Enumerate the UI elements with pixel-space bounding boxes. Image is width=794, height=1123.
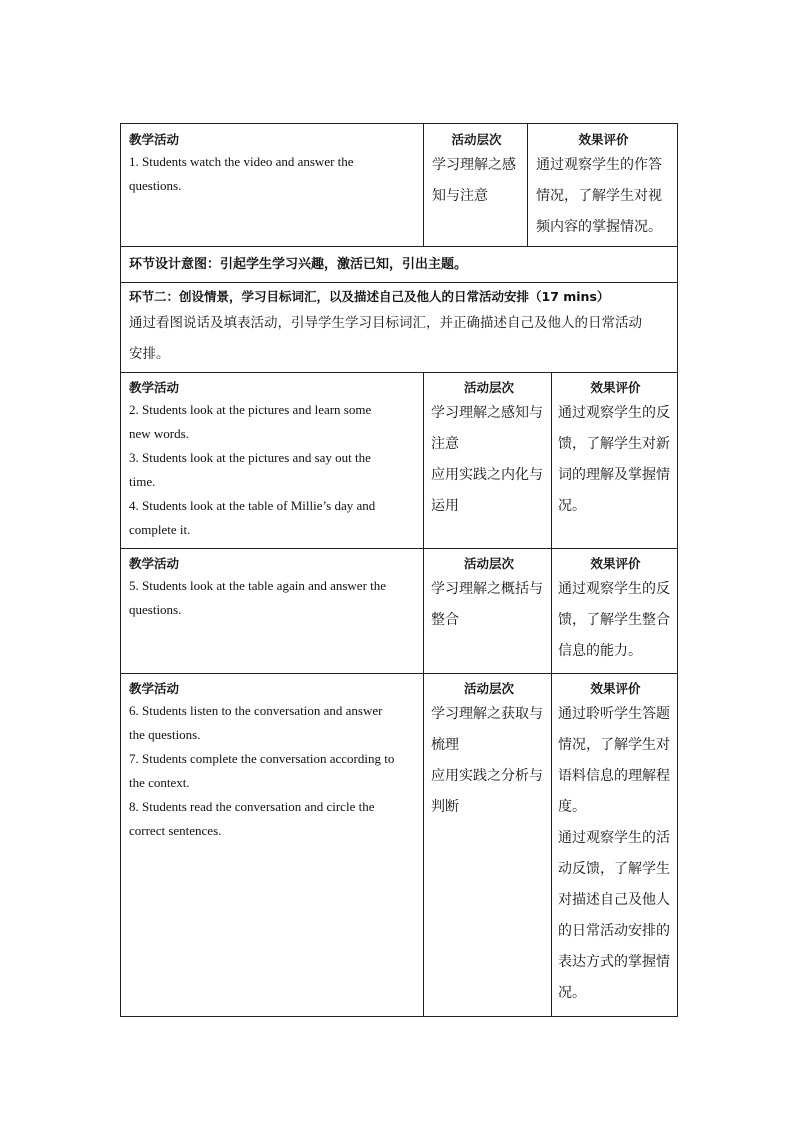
eval-text: 通过观察学生的作答 <box>536 157 662 173</box>
activity-row-3 <box>121 548 677 673</box>
eval-text: 词的理解及掌握情 <box>558 467 670 483</box>
eval-text: 语料信息的理解程 <box>558 768 670 784</box>
design-intent-text: 环节设计意图：引起学生学习兴趣，激活已知，引出主题。 <box>129 257 468 272</box>
level-cell <box>423 124 527 246</box>
eval-text: 通过聆听学生答题 <box>558 706 670 722</box>
activity-text: 1. Students watch the video and answer the <box>129 154 354 169</box>
activity-text: 5. Students look at the table again and answer the <box>129 578 387 593</box>
eval-cell <box>551 674 677 1016</box>
level-heading: 活动层次 <box>463 681 514 696</box>
stage2-desc: 安排。 <box>129 346 170 362</box>
level-text: 整合 <box>431 612 459 628</box>
activity-cell <box>121 674 423 1016</box>
stage2-title: 环节二：创设情景，学习目标词汇，以及描述自己及他人的日常活动安排（17 mins） <box>129 289 610 304</box>
level-text: 学习理解之感知与 <box>431 405 543 421</box>
level-heading: 活动层次 <box>463 380 514 395</box>
design-intent-row <box>121 246 677 282</box>
level-cell <box>423 674 551 1016</box>
activity-text: questions. <box>129 178 182 193</box>
eval-cell <box>551 373 677 548</box>
eval-text: 频内容的掌握情况。 <box>536 219 662 235</box>
eval-cell <box>551 549 677 673</box>
design-intent <box>121 247 677 282</box>
eval-text: 况。 <box>558 985 586 1001</box>
activity-text: the questions. <box>129 727 201 742</box>
activity-row-2 <box>121 372 677 548</box>
eval-text: 情况，了解学生对 <box>558 737 670 753</box>
eval-text: 馈，了解学生对新 <box>558 436 670 452</box>
eval-text: 动反馈，了解学生 <box>558 861 670 877</box>
activity-text: time. <box>129 474 156 489</box>
level-cell <box>423 373 551 548</box>
activity-text: 2. Students look at the pictures and learn some <box>129 402 372 417</box>
activity-text: correct sentences. <box>129 823 222 838</box>
level-text: 应用实践之分析与 <box>431 768 543 784</box>
eval-text: 通过观察学生的反 <box>558 405 670 421</box>
level-heading: 活动层次 <box>451 132 502 147</box>
level-text: 学习理解之感 <box>432 157 516 173</box>
level-text: 学习理解之概括与 <box>431 581 543 597</box>
activity-heading: 教学活动 <box>129 132 180 147</box>
level-text: 判断 <box>431 799 459 815</box>
eval-heading: 效果评价 <box>590 380 641 395</box>
activity-text: 8. Students read the conversation and circle the <box>129 799 375 814</box>
activity-text: the context. <box>129 775 190 790</box>
level-text: 运用 <box>431 498 459 514</box>
eval-text: 信息的能力。 <box>558 643 642 659</box>
eval-heading: 效果评价 <box>590 681 641 696</box>
level-cell <box>423 549 551 673</box>
eval-text: 的日常活动安排的 <box>558 923 670 939</box>
activity-heading: 教学活动 <box>129 556 180 571</box>
level-text: 学习理解之获取与 <box>431 706 543 722</box>
activity-text: questions. <box>129 602 182 617</box>
eval-text: 表达方式的掌握情 <box>558 954 670 970</box>
stage2-desc: 通过看图说话及填表活动，引导学生学习目标词汇，并正确描述自己及他人的日常活动 <box>129 315 642 331</box>
level-heading: 活动层次 <box>463 556 514 571</box>
activity-text: 7. Students complete the conversation according to <box>129 751 395 766</box>
activity-row-4 <box>121 673 677 1016</box>
activity-cell <box>121 373 423 548</box>
activity-text: complete it. <box>129 522 191 537</box>
activity-row-1 <box>121 124 677 246</box>
activity-cell <box>121 549 423 673</box>
activity-text: 6. Students listen to the conversation and answer <box>129 703 383 718</box>
activity-heading: 教学活动 <box>129 380 180 395</box>
eval-text: 通过观察学生的反 <box>558 581 670 597</box>
eval-text: 通过观察学生的活 <box>558 830 670 846</box>
eval-text: 对描述自己及他人 <box>558 892 670 908</box>
stage2-cell <box>121 283 677 372</box>
level-text: 注意 <box>431 436 459 452</box>
lesson-plan-table <box>120 123 678 1017</box>
level-text: 应用实践之内化与 <box>431 467 543 483</box>
activity-text: 4. Students look at the table of Millie’s day and <box>129 498 376 513</box>
activity-text: 3. Students look at the pictures and say out the <box>129 450 371 465</box>
eval-heading: 效果评价 <box>590 556 641 571</box>
level-text: 知与注意 <box>432 188 488 204</box>
eval-heading: 效果评价 <box>578 132 629 147</box>
eval-text: 度。 <box>558 799 586 815</box>
activity-cell <box>121 124 423 246</box>
eval-text: 情况，了解学生对视 <box>536 188 662 204</box>
eval-text: 馈，了解学生整合 <box>558 612 670 628</box>
eval-cell <box>527 124 677 246</box>
activity-heading: 教学活动 <box>129 681 180 696</box>
stage2-row <box>121 282 677 372</box>
eval-text: 况。 <box>558 498 586 514</box>
activity-text: new words. <box>129 426 189 441</box>
level-text: 梳理 <box>431 737 459 753</box>
